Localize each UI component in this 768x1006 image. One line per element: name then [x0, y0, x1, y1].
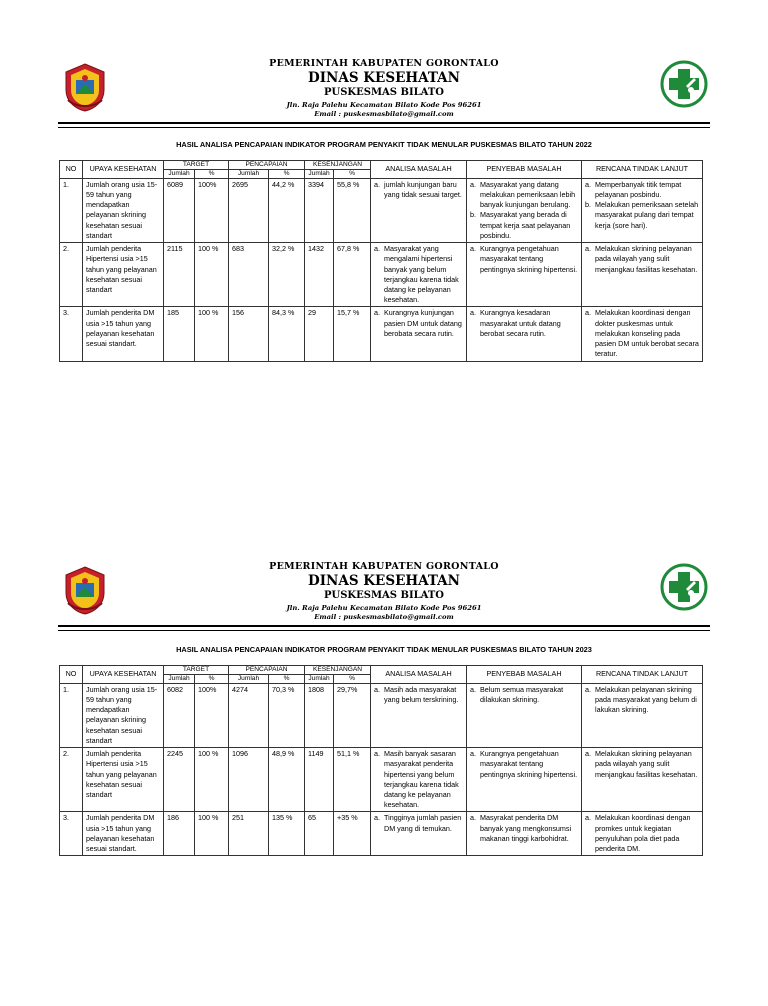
row-capaian-jumlah: 4274	[229, 683, 269, 747]
col-gap-persen: %	[334, 169, 371, 178]
list-item	[374, 180, 463, 200]
header-rule-thin	[58, 630, 710, 631]
list-text: Tingginya jumlah pasien DM yang di temukan.	[384, 813, 462, 833]
col-upaya: UPAYA KESEHATAN	[83, 666, 164, 684]
list-text: Kurangnya kesadaran masyarakat untuk datang berobat secara rutin.	[480, 308, 561, 338]
row-upaya: Jumlah penderita Hipertensi usia >15 tahun yang pelayanan kesehatan sesuai standart	[83, 748, 164, 812]
list-marker: a.	[470, 749, 476, 759]
header-department: DINAS KESEHATAN	[308, 573, 460, 589]
header-rule-thick	[58, 625, 710, 627]
table-row	[60, 243, 703, 307]
row-target-persen: 100 %	[195, 748, 229, 812]
row-gap-persen: 55,8 %	[334, 178, 371, 242]
row-rencana	[582, 307, 703, 361]
list-item	[585, 308, 699, 359]
list-text: Kurangnya kunjungan pasien DM untuk datang berobata secara rutin.	[384, 308, 462, 338]
row-capaian-jumlah: 156	[229, 307, 269, 361]
row-analisa	[371, 307, 467, 361]
table-body	[60, 683, 703, 856]
header-address: Jln. Raja Palehu Kecamatan Bilato Kode Pos 96261	[286, 101, 482, 109]
list-text: Melakukan skrining pelayanan pada wilayah yang sulit menjangkau fasilitas kesehatan.	[595, 244, 698, 274]
row-target-persen: 100 %	[195, 307, 229, 361]
header-government: PEMERINTAH KABUPATEN GORONTALO	[269, 561, 499, 572]
row-analisa	[371, 178, 467, 242]
header-email: Email : puskesmasbilato@gmail.com	[314, 110, 454, 118]
row-capaian-persen: 70,3 %	[269, 683, 305, 747]
list-text: Melakukan pemeriksaan setelah masyarakat pulang dari tempat kerja (sore hari).	[595, 200, 699, 230]
col-target-jumlah: Jumlah	[164, 674, 195, 683]
col-analisa: ANALISA MASALAH	[371, 666, 467, 684]
list-item	[585, 244, 699, 275]
col-rencana: RENCANA TINDAK LANJUT	[582, 666, 703, 684]
list-text: Masih ada masyarakat yang belum terskrining.	[384, 684, 459, 705]
col-target: TARGET	[164, 161, 229, 170]
row-capaian-persen: 32,2 %	[269, 243, 305, 307]
row-analisa	[371, 683, 467, 747]
list-text: jumlah kunjungan baru yang tidak sesuai target.	[384, 179, 462, 200]
list-text: Melakukan skrining pelayanan pada wilayah yang sulit menjangkau fasilitas kesehatan.	[595, 749, 698, 779]
list-marker: b.	[470, 210, 476, 220]
col-gap-jumlah: Jumlah	[305, 674, 334, 683]
row-target-jumlah: 6089	[164, 178, 195, 242]
list-text: Melakukan koordinasi dengan promkes untuk kegiatan penyuluhan pola diet pada penderita DM.	[595, 813, 691, 854]
row-gap-jumlah: 1432	[305, 243, 334, 307]
col-no: NO	[60, 161, 83, 179]
col-pencapaian: PENCAPAIAN	[229, 161, 305, 170]
list-marker: a.	[470, 684, 476, 694]
row-rencana	[582, 683, 703, 747]
row-capaian-persen: 48,9 %	[269, 748, 305, 812]
list-text: Masyarakat yang datang melakukan pemeriksaan lebih banyak kunjungan berulang.	[480, 179, 576, 210]
list-marker: a.	[374, 684, 380, 694]
col-analisa: ANALISA MASALAH	[371, 161, 467, 179]
row-target-persen: 100 %	[195, 243, 229, 307]
list-marker: a.	[470, 244, 476, 254]
row-rencana	[582, 243, 703, 307]
table-row	[60, 178, 703, 242]
row-capaian-persen: 84,3 %	[269, 307, 305, 361]
list-text: Masyrakat penderita DM banyak yang mengkonsumsi makanan tinggi karbohidrat.	[480, 813, 572, 843]
table-body	[60, 178, 703, 361]
header-email: Email : puskesmasbilato@gmail.com	[314, 613, 454, 621]
row-analisa	[371, 812, 467, 856]
row-rencana	[582, 748, 703, 812]
row-rencana	[582, 178, 703, 242]
list-marker: b.	[585, 200, 591, 210]
list-item	[470, 813, 578, 844]
document-title: HASIL ANALISA PENCAPAIAN INDIKATOR PROGRAM PENYAKIT TIDAK MENULAR PUSKESMAS BILATO TAHUN 2023	[176, 645, 592, 654]
col-upaya: UPAYA KESEHATAN	[83, 161, 164, 179]
col-penyebab: PENYEBAB MASALAH	[467, 666, 582, 684]
row-gap-persen: +35 %	[334, 812, 371, 856]
row-gap-jumlah: 29	[305, 307, 334, 361]
table-row	[60, 307, 703, 361]
list-text: Masyarakat yang berada di tempat kerja saat pelayanan posbindu.	[480, 210, 571, 240]
row-gap-jumlah: 3394	[305, 178, 334, 242]
row-no: 1.	[60, 683, 83, 747]
row-capaian-persen: 44,2 %	[269, 178, 305, 242]
row-no: 3.	[60, 812, 83, 856]
col-target-jumlah: Jumlah	[164, 169, 195, 178]
list-item	[374, 308, 463, 339]
row-target-jumlah: 185	[164, 307, 195, 361]
row-target-persen: 100%	[195, 178, 229, 242]
list-text: Kurangnya pengetahuan masyarakat tentang pentingnya skrining hipertensi.	[480, 749, 578, 779]
col-target-persen: %	[195, 674, 229, 683]
list-text: Memperbanyak titik tempat pelayanan posbindu.	[595, 179, 682, 200]
col-gap-jumlah: Jumlah	[305, 169, 334, 178]
list-item	[585, 200, 699, 231]
list-text: Kurangnya pengetahuan masyarakat tentang pentingnya skrining hipertensi.	[480, 244, 578, 274]
header-rule-thin	[58, 127, 710, 128]
row-analisa	[371, 748, 467, 812]
list-item	[470, 244, 578, 275]
row-upaya: Jumlah penderita DM usia >15 tahun yang pelayanan kesehatan sesuai standart.	[83, 307, 164, 361]
col-target-persen: %	[195, 169, 229, 178]
list-text: Masih banyak sasaran masyarakat penderita hipertensi yang belum terjangkau karena tidak datang ke pelayanan kesehatan.	[384, 749, 459, 810]
list-item	[585, 180, 699, 200]
row-gap-jumlah: 1808	[305, 683, 334, 747]
document-title: HASIL ANALISA PENCAPAIAN INDIKATOR PROGRAM PENYAKIT TIDAK MENULAR PUSKESMAS BILATO TAHUN 2022	[176, 140, 592, 149]
list-item	[585, 685, 699, 716]
row-target-jumlah: 6082	[164, 683, 195, 747]
analysis-table	[59, 160, 703, 362]
row-penyebab	[467, 748, 582, 812]
row-target-jumlah: 2245	[164, 748, 195, 812]
row-upaya: Jumlah penderita DM usia >15 tahun yang pelayanan kesehatan sesuai standart.	[83, 812, 164, 856]
col-capaian-persen: %	[269, 169, 305, 178]
list-marker: a.	[585, 308, 591, 318]
list-item	[470, 749, 578, 780]
table-row	[60, 748, 703, 812]
analysis-table	[59, 665, 703, 856]
row-penyebab	[467, 243, 582, 307]
list-item	[585, 813, 699, 854]
list-marker: a.	[470, 813, 476, 823]
table-row	[60, 683, 703, 747]
col-capaian-persen: %	[269, 674, 305, 683]
row-capaian-jumlah: 1096	[229, 748, 269, 812]
row-gap-jumlah: 65	[305, 812, 334, 856]
header-department: DINAS KESEHATAN	[308, 70, 460, 86]
list-marker: a.	[585, 179, 591, 189]
row-capaian-persen: 135 %	[269, 812, 305, 856]
list-marker: a.	[585, 749, 591, 759]
col-no: NO	[60, 666, 83, 684]
col-capaian-jumlah: Jumlah	[229, 169, 269, 178]
row-penyebab	[467, 307, 582, 361]
row-target-jumlah: 2115	[164, 243, 195, 307]
row-penyebab	[467, 812, 582, 856]
row-no: 2.	[60, 748, 83, 812]
row-capaian-jumlah: 683	[229, 243, 269, 307]
list-item	[374, 244, 463, 305]
list-item	[470, 180, 578, 211]
row-no: 1.	[60, 178, 83, 242]
header-puskesmas: PUSKESMAS BILATO	[323, 590, 445, 601]
col-kesenjangan: KESENJANGAN	[305, 161, 371, 170]
header-address: Jln. Raja Palehu Kecamatan Bilato Kode Pos 96261	[286, 604, 482, 612]
list-marker: a.	[470, 179, 476, 189]
col-rencana: RENCANA TINDAK LANJUT	[582, 161, 703, 179]
row-upaya: Jumlah penderita Hipertensi usia >15 tahun yang pelayanan kesehatan sesuai standart	[83, 243, 164, 307]
row-capaian-jumlah: 251	[229, 812, 269, 856]
row-gap-persen: 51,1 %	[334, 748, 371, 812]
list-marker: a.	[585, 684, 591, 694]
row-target-persen: 100%	[195, 683, 229, 747]
list-marker: a.	[374, 813, 380, 823]
row-gap-jumlah: 1149	[305, 748, 334, 812]
list-item	[470, 308, 578, 339]
col-penyebab: PENYEBAB MASALAH	[467, 161, 582, 179]
row-upaya: Jumlah orang usia 15-59 tahun yang mendapatkan pelayanan skrining kesehatan sesuai standart	[83, 178, 164, 242]
col-pencapaian: PENCAPAIAN	[229, 666, 305, 675]
row-gap-persen: 67,8 %	[334, 243, 371, 307]
row-penyebab	[467, 178, 582, 242]
row-penyebab	[467, 683, 582, 747]
row-capaian-jumlah: 2695	[229, 178, 269, 242]
row-upaya: Jumlah orang usia 15-59 tahun yang mendapatkan pelayanan skrining kesehatan sesuai standart	[83, 683, 164, 747]
row-target-jumlah: 186	[164, 812, 195, 856]
list-item	[585, 749, 699, 780]
list-marker: a.	[374, 244, 380, 254]
col-target: TARGET	[164, 666, 229, 675]
list-marker: a.	[585, 244, 591, 254]
row-no: 3.	[60, 307, 83, 361]
col-gap-persen: %	[334, 674, 371, 683]
list-marker: a.	[374, 308, 380, 318]
row-gap-persen: 15,7 %	[334, 307, 371, 361]
row-analisa	[371, 243, 467, 307]
list-text: Masyarakat yang mengalami hipertensi banyak yang belum terjangkau karena tidak datang ke pelayanan kesehatan.	[384, 244, 459, 305]
row-no: 2.	[60, 243, 83, 307]
list-text: Melakukan koordinasi dengan dokter puskesmas untuk melakukan konseling pada pasien DM untuk berobat secara teratur.	[595, 308, 699, 359]
list-item	[374, 685, 463, 705]
list-text: Belum semua masyarakat dilakukan skrining.	[480, 684, 564, 705]
list-item	[374, 813, 463, 833]
table-row	[60, 812, 703, 856]
list-marker: a.	[374, 749, 380, 759]
row-rencana	[582, 812, 703, 856]
list-text: Melakukan pelayanan skrining pada masyarakat yang belum di lakukan skrining.	[595, 684, 697, 715]
header-government: PEMERINTAH KABUPATEN GORONTALO	[269, 58, 499, 69]
list-marker: a.	[470, 308, 476, 318]
row-gap-persen: 29,7%	[334, 683, 371, 747]
header-rule-thick	[58, 122, 710, 124]
list-item	[374, 749, 463, 810]
list-item	[470, 210, 578, 241]
col-capaian-jumlah: Jumlah	[229, 674, 269, 683]
list-marker: a.	[374, 179, 380, 189]
col-kesenjangan: KESENJANGAN	[305, 666, 371, 675]
list-marker: a.	[585, 813, 591, 823]
list-item	[470, 685, 578, 705]
header-puskesmas: PUSKESMAS BILATO	[323, 87, 445, 98]
row-target-persen: 100 %	[195, 812, 229, 856]
